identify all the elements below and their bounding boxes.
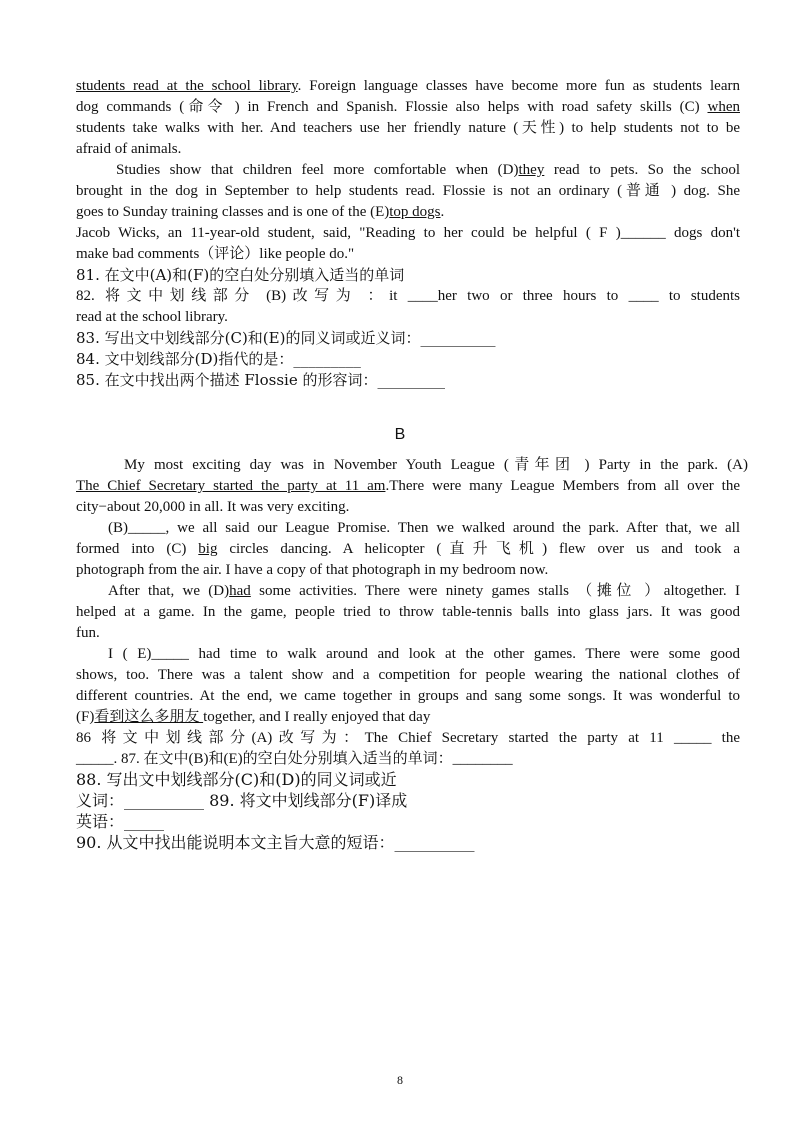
passage-a-line-5: Studies show that children feel more comfortable when (D)they read to pets. So the school bbox=[116, 162, 740, 178]
question-84: 84. 文中划线部分(D)指代的是：_________ bbox=[76, 350, 361, 368]
passage-a-line-2: dog commands (命令 ) in French and Spanish. Flossie also helps with road safety skills (C) when bbox=[76, 99, 740, 115]
passage-a-line-9: make bad comments（评论）like people do." bbox=[76, 246, 355, 262]
passage-b-line-8: helped at a game. In the game, people tried to throw table-tennis balls into glass jars. It was good bbox=[76, 604, 740, 620]
passage-b-line-1: My most exciting day was in November Youth League (青年团 ) Party in the park. (A) bbox=[124, 457, 748, 473]
passage-b-line-11: shows, too. There was a talent show and a competition for people wearing the national clothes of bbox=[76, 667, 740, 683]
question-81: 81. 在文中(A)和(F)的空白处分别填入适当的单词 bbox=[76, 266, 405, 284]
passage-b-line-12: different countries. At the end, we came together in groups and sang some songs. It was wonderful to bbox=[76, 688, 740, 704]
passage-b-line-4: (B)_____, we all said our League Promise. Then we walked around the park. After that, we all bbox=[108, 520, 740, 536]
question-89: 义词：__________ 89. 将文中划线部分(F)译成 bbox=[76, 791, 408, 810]
question-85: 85. 在文中找出两个描述 Flossie 的形容词：_________ bbox=[76, 371, 445, 389]
passage-b-line-5: formed into (C) big circles dancing. A helicopter (直升飞机) flew over us and took a bbox=[76, 541, 740, 557]
passage-b-line-9: fun. bbox=[76, 625, 100, 641]
underlined-word-e: top dogs bbox=[389, 204, 441, 220]
passage-a-line-6: brought in the dog in September to help students read. Flossie is not an ordinary (普通 ) dog. She bbox=[76, 183, 740, 199]
underlined-word-c: when bbox=[707, 99, 740, 115]
underlined-phrase-f: 看到这么多朋友 bbox=[94, 709, 204, 725]
page-number: 8 bbox=[397, 1073, 403, 1087]
underlined-sentence-a: The Chief Secretary started the party at 11 am bbox=[76, 478, 386, 494]
question-87: _____. 87. 在文中(B)和(E)的空白处分别填入适当的单词：________ bbox=[76, 751, 513, 767]
passage-b-line-13: (F)看到这么多朋友 together, and I really enjoyed that day bbox=[76, 709, 431, 725]
passage-a-line-3: students take walks with her. And teachers use her friendly nature (天性) to help students not to be bbox=[76, 120, 740, 136]
question-82-cont: read at the school library. bbox=[76, 309, 228, 325]
passage-a-line-8: Jacob Wicks, an 11-year-old student, said, "Reading to her could be helpful ( F )______ dogs don't bbox=[76, 225, 740, 241]
passage-b-line-3: city−about 20,000 in all. It was very exciting. bbox=[76, 499, 350, 515]
question-88: 88. 写出文中划线部分(C)和(D)的同义词或近 bbox=[76, 770, 397, 789]
section-b-title: B bbox=[394, 426, 406, 443]
underlined-phrase-b: students read at the school library bbox=[76, 78, 298, 94]
passage-b-line-2: The Chief Secretary started the party at 11 am.There were many League Members from all over the bbox=[76, 478, 741, 494]
underlined-word-d: they bbox=[518, 162, 545, 178]
question-89-cont: 英语：_____ bbox=[76, 812, 165, 831]
passage-a-line-4: afraid of animals. bbox=[76, 141, 182, 157]
passage-a-line-7: goes to Sunday training classes and is one of the (E)top dogs. bbox=[76, 204, 445, 220]
question-82: 82. 将文中划线部分 (B)改写为 ：it ____her two or three hours to ____ to students bbox=[76, 288, 740, 304]
underlined-word-c-b: big bbox=[198, 541, 218, 557]
underlined-word-d-b: had bbox=[229, 583, 251, 599]
passage-b-line-7: After that, we (D)had some activities. There were ninety games stalls （摊位 ）altogether. I bbox=[108, 583, 740, 599]
passage-b-line-6: photograph from the air. I have a copy of that photograph in my bedroom now. bbox=[76, 562, 549, 578]
question-86: 86 将文中划线部分(A)改写为：The Chief Secretary started the party at 11 _____ the bbox=[76, 730, 740, 746]
passage-a-line-1: students read at the school library. Foreign language classes have become more fun as students learn bbox=[76, 78, 740, 94]
question-83: 83. 写出文中划线部分(C)和(E)的同义词或近义词：__________ bbox=[76, 329, 496, 347]
question-90: 90. 从文中找出能说明本文主旨大意的短语：__________ bbox=[76, 833, 475, 852]
passage-b-line-10: I ( E)_____ had time to walk around and look at the other games. There were some good bbox=[108, 646, 740, 662]
